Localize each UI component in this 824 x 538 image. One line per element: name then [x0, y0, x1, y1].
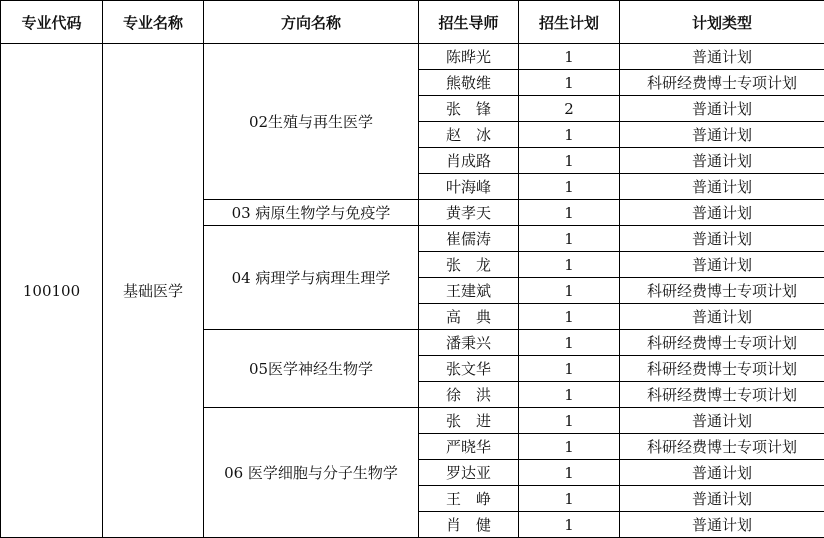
plan-type-cell: 普通计划: [620, 122, 824, 148]
header-plan-type: 计划类型: [620, 1, 824, 44]
plan-type-cell: 普通计划: [620, 148, 824, 174]
plan-type-cell: 普通计划: [620, 200, 824, 226]
plan-count-cell: 1: [519, 382, 620, 408]
plan-count-cell: 1: [519, 70, 620, 96]
advisor-cell: 肖成路: [419, 148, 519, 174]
plan-count-cell: 1: [519, 512, 620, 538]
major-name-cell: 基础医学: [103, 44, 204, 538]
plan-count-cell: 2: [519, 96, 620, 122]
plan-count-cell: 1: [519, 200, 620, 226]
table-row: [1, 44, 824, 70]
direction-02-cell: 02生殖与再生医学: [204, 44, 419, 200]
plan-count-cell: 1: [519, 486, 620, 512]
plan-type-cell: 普通计划: [620, 252, 824, 278]
advisor-cell: 徐 洪: [419, 382, 519, 408]
plan-count-cell: 1: [519, 148, 620, 174]
advisor-cell: 张 龙: [419, 252, 519, 278]
plan-count-cell: 1: [519, 356, 620, 382]
plan-count-cell: 1: [519, 278, 620, 304]
plan-type-cell: 科研经费博士专项计划: [620, 278, 824, 304]
major-code-cell: 100100: [1, 44, 103, 538]
plan-count-cell: 1: [519, 408, 620, 434]
advisor-cell: 陈晔光: [419, 44, 519, 70]
advisor-cell: 潘秉兴: [419, 330, 519, 356]
plan-count-cell: 1: [519, 44, 620, 70]
advisor-cell: 王建斌: [419, 278, 519, 304]
header-direction: 方向名称: [204, 1, 419, 44]
plan-count-cell: 1: [519, 122, 620, 148]
plan-type-cell: 科研经费博士专项计划: [620, 382, 824, 408]
advisor-cell: 崔儒涛: [419, 226, 519, 252]
direction-03-cell: 03 病原生物学与免疫学: [204, 200, 419, 226]
header-major-code: 专业代码: [1, 1, 103, 44]
plan-count-cell: 1: [519, 226, 620, 252]
advisor-cell: 张文华: [419, 356, 519, 382]
plan-count-cell: 1: [519, 304, 620, 330]
direction-06-cell: 06 医学细胞与分子生物学: [204, 408, 419, 538]
direction-04-cell: 04 病理学与病理生理学: [204, 226, 419, 330]
plan-type-cell: 科研经费博士专项计划: [620, 434, 824, 460]
header-advisor: 招生导师: [419, 1, 519, 44]
plan-type-cell: 普通计划: [620, 174, 824, 200]
plan-count-cell: 1: [519, 330, 620, 356]
plan-type-cell: 科研经费博士专项计划: [620, 330, 824, 356]
advisor-cell: 肖 健: [419, 512, 519, 538]
plan-type-cell: 科研经费博士专项计划: [620, 70, 824, 96]
plan-count-cell: 1: [519, 434, 620, 460]
plan-type-cell: 普通计划: [620, 96, 824, 122]
advisor-cell: 罗达亚: [419, 460, 519, 486]
advisor-cell: 赵 冰: [419, 122, 519, 148]
plan-type-cell: 普通计划: [620, 408, 824, 434]
advisor-cell: 王 峥: [419, 486, 519, 512]
plan-count-cell: 1: [519, 174, 620, 200]
advisor-cell: 严晓华: [419, 434, 519, 460]
header-major-name: 专业名称: [103, 1, 204, 44]
advisor-cell: 高 典: [419, 304, 519, 330]
advisor-cell: 张 进: [419, 408, 519, 434]
header-enrollment-plan: 招生计划: [519, 1, 620, 44]
advisor-cell: 张 锋: [419, 96, 519, 122]
plan-type-cell: 普通计划: [620, 304, 824, 330]
advisor-cell: 熊敬维: [419, 70, 519, 96]
direction-05-cell: 05医学神经生物学: [204, 330, 419, 408]
plan-type-cell: 普通计划: [620, 44, 824, 70]
plan-type-cell: 普通计划: [620, 460, 824, 486]
plan-count-cell: 1: [519, 460, 620, 486]
plan-count-cell: 1: [519, 252, 620, 278]
plan-type-cell: 普通计划: [620, 512, 824, 538]
advisor-cell: 叶海峰: [419, 174, 519, 200]
header-row: [1, 1, 824, 44]
plan-type-cell: 科研经费博士专项计划: [620, 356, 824, 382]
plan-type-cell: 普通计划: [620, 226, 824, 252]
plan-type-cell: 普通计划: [620, 486, 824, 512]
advisor-cell: 黄孝天: [419, 200, 519, 226]
